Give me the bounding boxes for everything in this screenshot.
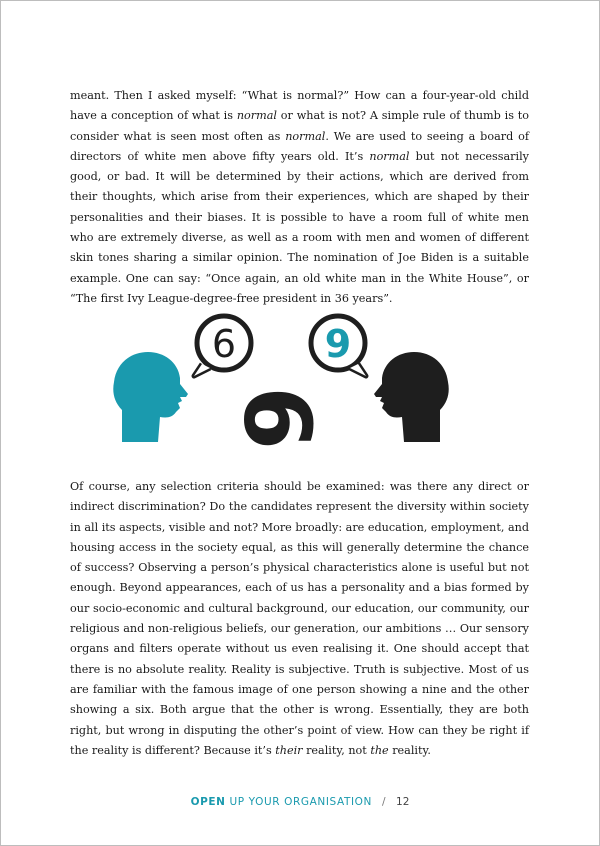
text-run: reality, not <box>302 743 371 757</box>
body-paragraph-1 <box>70 86 529 309</box>
emphasis-normal: normal <box>236 109 277 123</box>
left-bubble-number: 6 <box>211 322 237 366</box>
emphasis-normal: normal <box>369 149 410 163</box>
text-run: meant. Then I asked myself: “What is normal?” How can a four-year-old child have a conception of what is <box>70 89 529 123</box>
text-run: or what is not? A simple rule of thumb is to consider what is seen most often as <box>70 109 530 143</box>
text-run: but not necessarily good, or bad. It will be determined by their actions, which are derived from their thoughts, which arise from their experiences, which are shaped by their personalities and their biases. It is possible to have a room full of white men who are extremely diverse, as well as a room with men and women of different skin tones sharing a similar opinion. The nomination of Joe Biden is a suitable example. One can say: “Once again, an old white man in the White House”, or “The first Ivy League-degree-free president in 36 years”. <box>70 149 529 305</box>
six-nine-illustration <box>100 300 500 460</box>
page-footer <box>0 796 600 808</box>
footer-brand: OPEN <box>190 796 226 808</box>
footer-title: UP YOUR ORGANISATION <box>229 796 372 808</box>
text-run: . We are used to seeing a board of directors of white men above fifty years old. It’s <box>70 129 529 163</box>
body-paragraph-2 <box>70 477 529 761</box>
left-speech-bubble <box>194 316 251 376</box>
text-run: reality. <box>388 743 431 757</box>
floor-number: 9 <box>227 385 334 451</box>
emphasis-their: their <box>275 743 303 757</box>
emphasis-normal: normal <box>285 129 326 143</box>
right-speech-bubble <box>311 316 366 376</box>
footer-separator: / <box>381 796 387 808</box>
right-bubble-number: 9 <box>324 322 352 366</box>
emphasis-the: the <box>370 743 389 757</box>
text-run: Of course, any selection criteria should be examined: was there any direct or indirect discrimination? Do the candidates represent the diversity within society in all its aspects, visible and not? More broadly: are education, employment, and housing access in the society equal, as this will generally determine the chance of success? Observing a person’s physical characteristics alone is useful but not enough. Beyond appearances, each of us has a personality and a bias formed by our socio-economic and cultural background, our education, our community, our religious and non-religious beliefs, our generation, our ambitions … Our sensory organs and filters operate without us even realising it. One should accept that there is no absolute reality. Reality is subjective. Truth is subjective. Most of us are familiar with the famous image of one person showing a nine and the other showing a six. Both argue that the other is wrong. Essentially, they are both right, but wrong in disputing the other’s point of view. How can they be right if the reality is different? Because it’s <box>70 480 529 757</box>
page-number: 12 <box>396 796 410 808</box>
right-head-silhouette <box>374 352 449 442</box>
left-head-silhouette <box>113 352 188 442</box>
